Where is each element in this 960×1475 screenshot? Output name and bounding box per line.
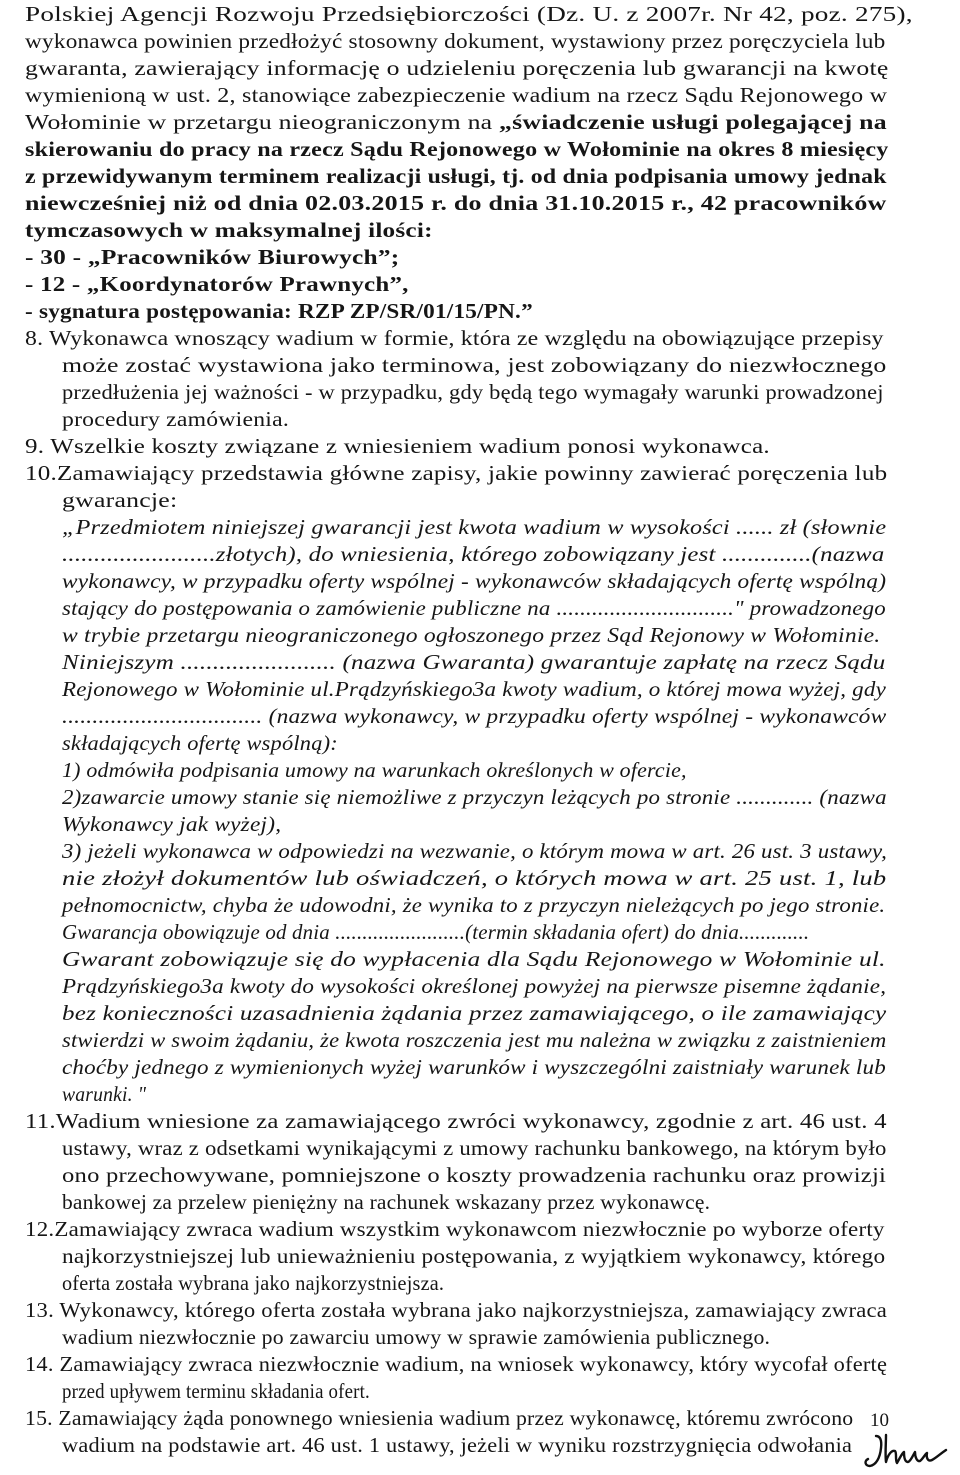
text-line: procedury zamówienia.: [62, 407, 289, 431]
text-line: pełnomocnictw, chyba że udowodni, że wynika to z przyczyn nieleżących po jego stronie.: [62, 893, 886, 917]
page-number: 10: [870, 1410, 889, 1431]
text-line: ........................złotych), do wniesienia, którego zobowiązany jest ..............(nazwa: [62, 542, 885, 566]
text-line: stwierdzi w swoim żądaniu, że kwota roszczenia jest mu należna w związku z zaistnieniem: [62, 1028, 887, 1052]
text-line: Niniejszym ........................ (nazwa Gwaranta) gwarantuje zapłatę na rzecz Sądu: [62, 650, 886, 674]
text-line: choćby jednego z wymienionych wyżej warunków i wyszczególni zaistniały warunek lub: [62, 1055, 886, 1079]
text-line: 10.Zamawiający przedstawia główne zapisy, jakie powinny zawierać poręczenia lub: [25, 461, 888, 485]
text-line: może zostać wystawiona jako terminowa, jest zobowiązany do niezwłocznego: [62, 353, 887, 377]
text-line: tymczasowych w maksymalnej ilości:: [25, 218, 433, 242]
text-line: z przewidywanym terminem realizacji usługi, tj. od dnia podpisania umowy jednak: [25, 164, 887, 188]
text-line: „Przedmiotem niniejszej gwarancji jest kwota wadium w wysokości ...... zł (słownie: [62, 515, 887, 539]
text-line: wykonawca powinien przedłożyć stosowny dokument, wystawiony przez poręczyciela lub: [25, 29, 886, 53]
text-line: nie złożył dokumentów lub oświadczeń, o których mowa w art. 25 ust. 1, lub: [62, 866, 887, 890]
text-line: warunki. ": [62, 1082, 147, 1106]
text-line: gwaranta, zawierający informację o udzieleniu poręczenia lub gwarancji na kwotę: [25, 56, 889, 80]
text-line: ono przechowywane, pomniejszone o koszty prowadzenia rachunku oraz prowizji: [62, 1163, 887, 1187]
text-line: składających ofertę wspólną):: [62, 731, 338, 755]
text-line: oferta została wybrana jako najkorzystniejsza.: [62, 1271, 445, 1295]
text-line: Wołominie w przetargu nieograniczonym na „świadczenie usługi polegającej na: [25, 110, 887, 134]
signature-mark: [862, 1432, 952, 1470]
text-line: wykonawcy, w przypadku oferty wspólnej - wykonawców składających ofertę wspólną): [62, 569, 887, 593]
text-line: najkorzystniejszej lub unieważnieniu postępowania, z wyjątkiem wykonawcy, którego: [62, 1244, 886, 1268]
text-line: przedłużenia jej ważności - w przypadku, gdy będą tego wymagały warunki prowadzonej: [62, 380, 884, 404]
text-line: 3) jeżeli wykonawca w odpowiedzi na wezwanie, o którym mowa w art. 26 ust. 3 ustawy,: [62, 839, 888, 863]
text-line: Wykonawcy jak wyżej),: [62, 812, 282, 836]
text-line: skierowaniu do pracy na rzecz Sądu Rejonowego w Wołominie na okres 8 miesięcy: [25, 137, 889, 161]
text-line: stający do postępowania o zamówienie publiczne na .............................." prowadzonego: [62, 596, 886, 620]
text-line: ................................. (nazwa wykonawcy, w przypadku oferty wspólnej - wykonawców: [62, 704, 887, 728]
text-line: wadium na podstawie art. 46 ust. 1 ustawy, jeżeli w wyniku rozstrzygnięcia odwołania: [62, 1433, 853, 1457]
text-line: 13. Wykonawcy, którego oferta została wybrana jako najkorzystniejsza, zamawiający zwraca: [25, 1298, 888, 1322]
text-line: bankowej za przelew pieniężny na rachunek wskazany przez wykonawcę.: [62, 1190, 711, 1214]
text-line: Polskiej Agencji Rozwoju Przedsiębiorczości (Dz. U. z 2007r. Nr 42, poz. 275),: [25, 2, 913, 26]
text-line: 15. Zamawiający żąda ponownego wniesienia wadium przez wykonawcę, któremu zwrócono: [25, 1406, 854, 1430]
text-line: Prądzyńskiego3a kwoty do wysokości określonej powyżej na pierwsze pisemne żądanie,: [62, 974, 887, 998]
text-line: 11.Wadium wniesione za zamawiającego zwróci wykonawcy, zgodnie z art. 46 ust. 4: [25, 1109, 887, 1133]
text-line: ustawy, wraz z odsetkami wynikającymi z umowy rachunku bankowego, na którym było: [62, 1136, 887, 1160]
text-line: przed upływem terminu składania ofert.: [62, 1379, 370, 1403]
text-line: - 30 - „Pracowników Biurowych”;: [25, 245, 400, 269]
text-line: gwarancje:: [62, 488, 178, 512]
text-line: 2)zawarcie umowy stanie się niemożliwe z przyczyn leżących po stronie ............. (nazwa: [62, 785, 887, 809]
text-line: 14. Zamawiający zwraca niezwłocznie wadium, na wniosek wykonawcy, który wycofał ofertę: [25, 1352, 888, 1376]
text-line: Gwarant zobowiązuje się do wypłacenia dla Sądu Rejonowego w Wołominie ul.: [62, 947, 886, 971]
text-line: wymienioną w ust. 2, stanowiące zabezpieczenie wadium na rzecz Sądu Rejonowego w: [25, 83, 888, 107]
text-line: - 12 - „Koordynatorów Prawnych”,: [25, 272, 409, 296]
text-line: bez konieczności uzasadnienia żądania przez zamawiającego, o ile zamawiający: [62, 1001, 887, 1025]
text-line: wadium niezwłocznie po zawarciu umowy w sprawie zamówienia publicznego.: [62, 1325, 771, 1349]
text-line: Gwarancja obowiązuje od dnia ........................(termin składania ofert) do dnia.............: [62, 920, 810, 944]
text-line: 8. Wykonawca wnoszący wadium w formie, która ze względu na obowiązujące przepisy: [25, 326, 884, 350]
text-line: - sygnatura postępowania: RZP ZP/SR/01/15/PN.”: [25, 299, 533, 323]
text-line: w trybie przetargu nieograniczonego ogłoszonego przez Sąd Rejonowy w Wołominie.: [62, 623, 881, 647]
text-line: Rejonowego w Wołominie ul.Prądzyńskiego3a kwoty wadium, o której mowa wyżej, gdy: [62, 677, 886, 701]
text-line: niewcześniej niż od dnia 02.03.2015 r. do dnia 31.10.2015 r., 42 pracowników: [25, 191, 887, 215]
text-line: 12.Zamawiający zwraca wadium wszystkim wykonawcom niezwłocznie po wyborze oferty: [25, 1217, 885, 1241]
text-line: 9. Wszelkie koszty związane z wniesieniem wadium ponosi wykonawca.: [25, 434, 770, 458]
text-line: 1) odmówiła podpisania umowy na warunkach określonych w ofercie,: [62, 758, 687, 782]
